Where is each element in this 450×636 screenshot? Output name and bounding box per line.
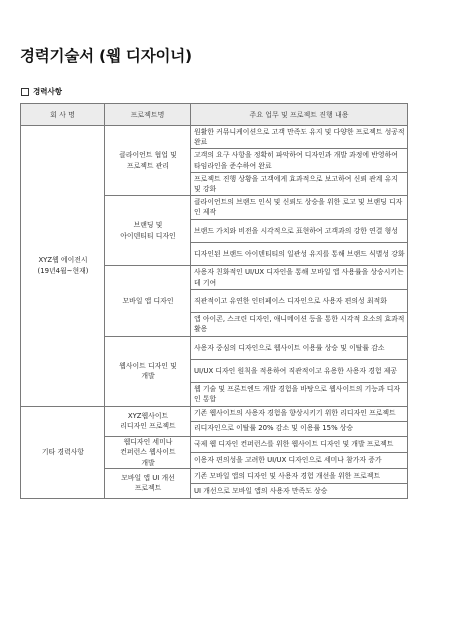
task-cell: 기존 웹사이트의 사용자 경험을 향상시키기 위한 리디자인 프로젝트 [191, 406, 408, 421]
task-cell: UI/UX 디자인 원칙을 적용하여 직관적이고 유용한 사용자 경험 제공 [191, 359, 408, 382]
task-cell: 고객의 요구 사항을 정확히 파악하여 디자인과 개발 과정에 반영하여 타임라인을 준수하여 완료 [191, 149, 408, 172]
header-project: 프로젝트명 [105, 104, 191, 126]
table-header-row [21, 104, 408, 126]
task-cell: 리디자인으로 이탈률 20% 감소 및 이용률 15% 상승 [191, 421, 408, 436]
project-cell: 모바일 앱 디자인 [105, 266, 191, 336]
task-cell: 사용자 중심의 디자인으로 웹사이트 이용률 상승 및 이탈률 감소 [191, 336, 408, 359]
project-cell: 모바일 앱 UI 개선 프로젝트 [105, 468, 191, 498]
task-cell: 웹 기술 및 프론트엔드 개발 경험을 바탕으로 웹사이트의 기능과 디자인 통합 [191, 383, 408, 406]
company-cell: 기타 경력사항 [21, 406, 105, 498]
task-cell: 디자인된 브랜드 아이덴티티의 일관성 유지를 통해 브랜드 식별성 강화 [191, 242, 408, 265]
header-company: 회 사 명 [21, 104, 105, 126]
project-cell: 웹디자인 세미나 컨퍼런스 웹사이트 개발 [105, 436, 191, 468]
task-cell: UI 개선으로 모바일 앱의 사용자 만족도 상승 [191, 483, 408, 498]
career-table [20, 103, 408, 499]
document-title: 경력기술서 (웹 디자이너) [20, 47, 192, 65]
company-cell: XYZ웹 에이전시 (19년4월~현재) [21, 126, 105, 407]
square-outline-icon [21, 88, 29, 96]
table-row [21, 126, 408, 149]
project-cell: XYZ웹사이트 리디자인 프로젝트 [105, 406, 191, 436]
task-cell: 직관적이고 유연한 인터페이스 디자인으로 사용자 편의성 최적화 [191, 289, 408, 312]
task-cell: 원활한 커뮤니케이션으로 고객 만족도 유지 및 다양한 프로젝트 성공적 완료 [191, 126, 408, 149]
project-cell: 웹사이트 디자인 및 개발 [105, 336, 191, 406]
project-cell: 클라이언트 협업 및 프로젝트 관리 [105, 126, 191, 196]
task-cell: 사용자 친화적인 UI/UX 디자인을 통해 모바일 앱 사용률을 상승시키는 데 기여 [191, 266, 408, 289]
task-cell: 이용자 편의성을 고려한 UI/UX 디자인으로 세미나 참가자 증가 [191, 452, 408, 468]
project-cell: 브랜딩 및 아이덴티티 디자인 [105, 196, 191, 266]
task-cell: 브랜드 가치와 비전을 시각적으로 표현하여 고객과의 강한 연결 형성 [191, 219, 408, 242]
task-cell: 기존 모바일 앱의 디자인 및 사용자 경험 개선을 위한 프로젝트 [191, 468, 408, 483]
header-tasks: 주요 업무 및 프로젝트 진행 내용 [191, 104, 408, 126]
task-cell: 클라이언트의 브랜드 인식 및 신뢰도 상승을 위한 로고 및 브랜딩 디자인 제작 [191, 196, 408, 219]
table-row [21, 406, 408, 421]
table-body [21, 126, 408, 499]
task-cell: 국제 웹 디자인 컨퍼런스를 위한 웹사이트 디자인 및 개발 프로젝트 [191, 436, 408, 452]
task-cell: 앱 아이콘, 스크린 디자인, 애니메이션 등을 통한 시각적 요소의 효과적 활용 [191, 313, 408, 336]
task-cell: 프로젝트 진행 상황을 고객에게 효과적으로 보고하여 신뢰 관계 유지 및 강화 [191, 172, 408, 195]
section-heading [21, 86, 62, 97]
section-label: 경력사항 [33, 87, 62, 96]
